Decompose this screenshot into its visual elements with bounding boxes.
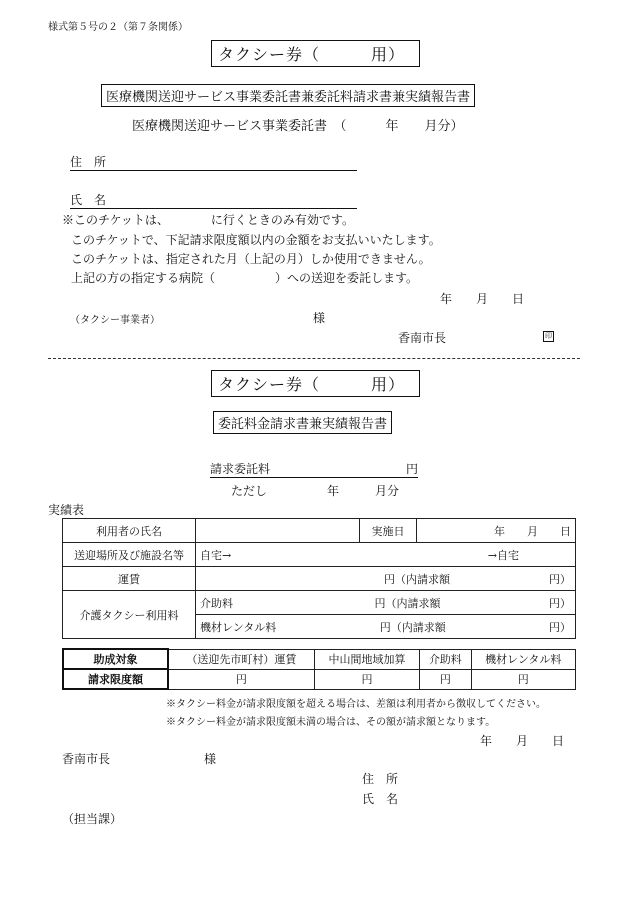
from-home: 自宅→ xyxy=(200,548,232,562)
table-row xyxy=(63,669,576,689)
table-row xyxy=(63,519,576,543)
equip-fee-cell[interactable] xyxy=(196,615,576,639)
equip-fee-label: 機材レンタル料 xyxy=(200,620,277,634)
mayor-label-bottom: 香南市長 xyxy=(62,752,111,766)
note-line-1: ※このチケットは、 に行くときのみ有効です。 xyxy=(62,213,354,227)
limit-equip-cell[interactable]: 円 xyxy=(471,669,575,689)
user-name-header: 利用者の氏名 xyxy=(63,519,196,543)
address-label-bottom: 住 所 xyxy=(362,772,399,786)
care-taxi-header: 介護タクシー利用料 xyxy=(63,591,196,639)
fare-cell[interactable] xyxy=(196,567,576,591)
commission-doc-title: 医療機関送迎サービス事業委託書兼委託料請求書兼実績報告書 xyxy=(101,84,475,107)
mayor-honorific: 様 xyxy=(204,752,217,766)
impl-date-cell[interactable]: 年 月 日 xyxy=(417,519,576,543)
address-label: 住 所 xyxy=(70,155,107,169)
note-line-2: このチケットで、下記請求限度額以内の金額をお支払いいたします。 xyxy=(71,233,441,247)
limit-fare-cell[interactable]: 円 xyxy=(168,669,314,689)
limit-col-equip: 機材レンタル料 xyxy=(471,649,575,669)
assist-yen-breakdown: 円（内請求額 xyxy=(374,596,441,610)
claim-label: 請求委託料 xyxy=(210,462,271,476)
record-table-label: 実績表 xyxy=(48,503,85,517)
form-number: 様式第５号の２（第７条関係） xyxy=(48,22,188,33)
taxi-operator-label: （タクシー事業者） xyxy=(70,315,160,326)
table-row xyxy=(63,649,576,669)
seal-mark: 印 xyxy=(545,332,552,340)
address-field-top[interactable] xyxy=(70,153,357,171)
note-line-3: このチケットは、指定された月（上記の月）しか使用できません。 xyxy=(71,252,431,266)
fare-header: 運賃 xyxy=(63,567,196,591)
issue-date-bottom: 年 月 日 xyxy=(480,734,565,748)
name-label: 氏 名 xyxy=(70,193,107,207)
assist-fee-cell[interactable] xyxy=(196,591,576,615)
limit-table xyxy=(62,648,576,690)
claim-report-title: 委託料金請求書兼実績報告書 xyxy=(213,411,392,434)
ticket-title-bottom: タクシー券（ 用） xyxy=(211,370,420,397)
subsidy-header: 助成対象 xyxy=(63,649,168,669)
user-name-cell[interactable] xyxy=(196,519,360,543)
impl-date-header: 実施日 xyxy=(360,519,417,543)
equip-yen-close: 円） xyxy=(549,620,571,634)
table-row xyxy=(63,543,576,567)
dept-label: （担当課） xyxy=(62,812,123,826)
table-row xyxy=(63,567,576,591)
place-header: 送迎場所及び施設名等 xyxy=(63,543,196,567)
commission-subtitle: 医療機関送迎サービス事業委託書 （ 年 月分） xyxy=(132,119,464,134)
fare-yen-close: 円） xyxy=(549,572,571,586)
place-cell[interactable] xyxy=(196,543,576,567)
limit-assist-cell[interactable]: 円 xyxy=(420,669,471,689)
assist-yen-close: 円） xyxy=(549,596,571,610)
proviso-line: ただし 年 月分 xyxy=(231,484,400,498)
claim-amount-field[interactable] xyxy=(210,460,418,478)
limit-note-2: ※タクシー料金が請求限度額未満の場合は、その額が請求額となります。 xyxy=(166,717,496,728)
record-table xyxy=(62,518,576,639)
mayor-label-top: 香南市長 xyxy=(398,331,447,345)
limit-mountain-cell[interactable]: 円 xyxy=(314,669,419,689)
claim-yen: 円 xyxy=(405,462,418,476)
limit-note-1: ※タクシー料金が請求限度額を超える場合は、差額は利用者から徴収してください。 xyxy=(166,699,546,710)
limit-header: 請求限度額 xyxy=(63,669,168,689)
limit-col-fare: （送迎先市町村）運賃 xyxy=(168,649,314,669)
cut-line xyxy=(48,358,580,359)
assist-fee-label: 介助料 xyxy=(200,596,233,610)
limit-col-mountain: 中山間地域加算 xyxy=(314,649,419,669)
note-line-4: 上記の方の指定する病院（ ）への送迎を委託します。 xyxy=(71,271,419,285)
to-home: →自宅 xyxy=(487,548,519,562)
ticket-title-top: タクシー券（ 用） xyxy=(211,40,420,67)
fare-yen-breakdown: 円（内請求額 xyxy=(384,572,450,586)
equip-yen-breakdown: 円（内請求額 xyxy=(379,620,446,634)
name-label-bottom: 氏 名 xyxy=(362,792,399,806)
limit-col-assist: 介助料 xyxy=(420,649,471,669)
name-field-top[interactable] xyxy=(70,191,357,209)
table-row xyxy=(63,591,576,615)
operator-honorific: 様 xyxy=(313,311,326,325)
issue-date-top: 年 月 日 xyxy=(440,292,525,306)
